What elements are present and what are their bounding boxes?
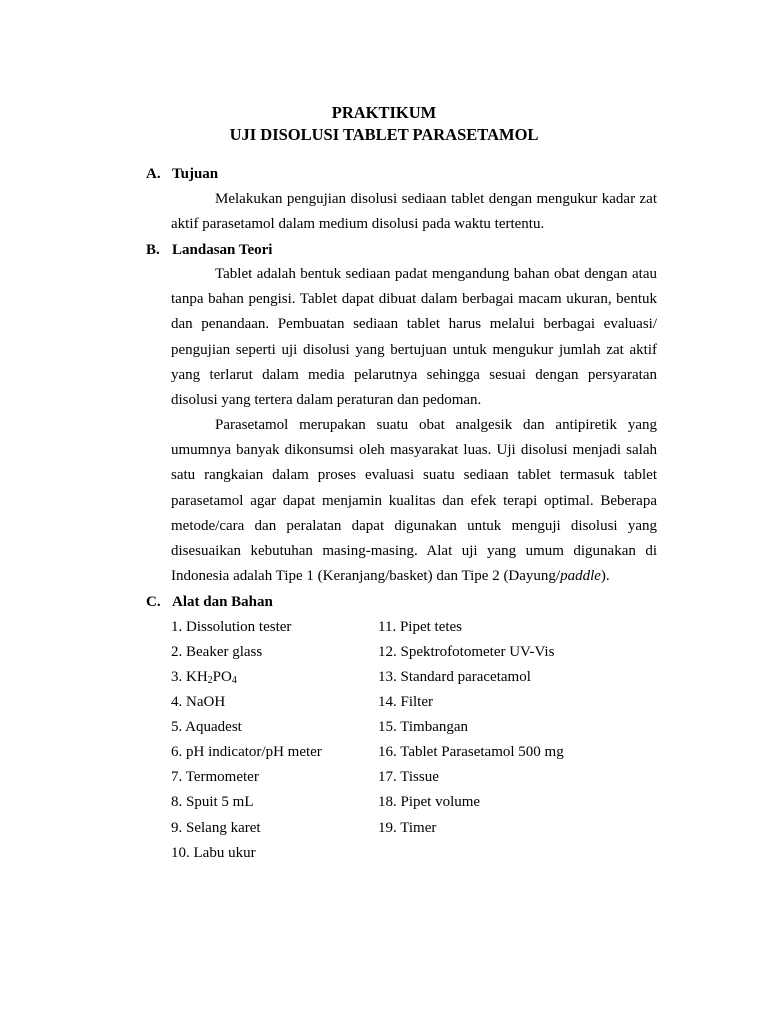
section-b-title: Landasan Teori — [172, 242, 273, 258]
section-b-paragraph-2 — [171, 413, 657, 589]
section-b-paragraph-2-end: ). — [600, 568, 610, 585]
page-title-line1: PRAKTIKUM — [331, 103, 437, 122]
list-item: 14. Filter — [378, 694, 433, 710]
list-item: 10. Labu ukur — [171, 845, 256, 861]
list-item: 5. Aquadest — [171, 719, 242, 735]
section-a-letter: A. — [146, 166, 161, 182]
list-item: 16. Tablet Parasetamol 500 mg — [378, 744, 564, 760]
section-b-paragraph-2-text: Parasetamol merupakan suatu obat analgesik dan antipiretik yang umumnya banyak dikonsumsi oleh masyarakat luas. Uji disolusi menjadi salah satu rangkaian dalam proses evaluasi suatu sediaan tablet termasuk tablet parasetamol agar dapat menjamin kualitas dan efek terapi optimal. Beberapa metode/cara dan peralatan dapat digunakan untuk menguji disolusi yang disesuaikan kebutuhan masing-masing. Alat uji yang umum digunakan di Indonesia adalah Tipe 1 (Keranjang/basket) dan Tipe 2 (Dayung/ — [171, 417, 657, 585]
section-c-letter: C. — [146, 594, 161, 610]
section-a-heading — [146, 164, 218, 184]
list-item: 18. Pipet volume — [378, 794, 481, 810]
list-item: 11. Pipet tetes — [378, 619, 463, 635]
section-b-heading — [146, 240, 272, 260]
list-item-kh2po4-sub1: 2 — [207, 675, 213, 686]
list-item: 15. Timbangan — [378, 719, 469, 735]
list-item-kh2po4-mid: PO — [212, 669, 232, 685]
list-item: 17. Tissue — [378, 769, 439, 785]
section-b-letter: B. — [146, 242, 160, 258]
section-b-paragraph-1: Tablet adalah bentuk sediaan padat mengandung bahan obat dengan atau tanpa bahan pengisi. Tablet dapat dibuat dalam berbagai macam ukuran, bentuk dan penandaan. Pembuatan sediaan tablet harus melalui berbagai evaluasi/ pengujian seperti uji disolusi yang bertujuan untuk mengukur jumlah zat aktif yang terlarut dalam media pelarutnya sehingga sesuai dengan persyaratan disolusi yang tertera dalam peraturan dan pedoman. — [171, 266, 657, 409]
section-c-heading — [146, 592, 273, 612]
list-item-kh2po4-sub2: 4 — [231, 675, 237, 686]
list-item-kh2po4 — [171, 667, 237, 687]
list-item: 19. Timer — [378, 820, 437, 836]
list-item: 12. Spektrofotometer UV-Vis — [378, 644, 555, 660]
list-item: 1. Dissolution tester — [171, 619, 292, 635]
list-item: 9. Selang karet — [171, 820, 261, 836]
section-b-paragraph-2-italic: paddle — [560, 568, 601, 585]
list-item: 6. pH indicator/pH meter — [171, 744, 322, 760]
list-item: 2. Beaker glass — [171, 644, 263, 660]
section-a-title: Tujuan — [172, 166, 219, 182]
list-item: 4. NaOH — [171, 694, 226, 710]
page-title-line2: UJI DISOLUSI TABLET PARASETAMOL — [229, 125, 539, 144]
section-c-title: Alat dan Bahan — [172, 594, 273, 610]
list-item: 7. Termometer — [171, 769, 259, 785]
section-a-paragraph: Melakukan pengujian disolusi sediaan tablet dengan mengukur kadar zat aktif parasetamol dalam medium disolusi pada waktu tertentu. — [171, 191, 657, 233]
list-item: 13. Standard paracetamol — [378, 669, 531, 685]
list-item: 8. Spuit 5 mL — [171, 794, 254, 810]
list-item-kh2po4-text: 3. KH — [171, 669, 208, 685]
